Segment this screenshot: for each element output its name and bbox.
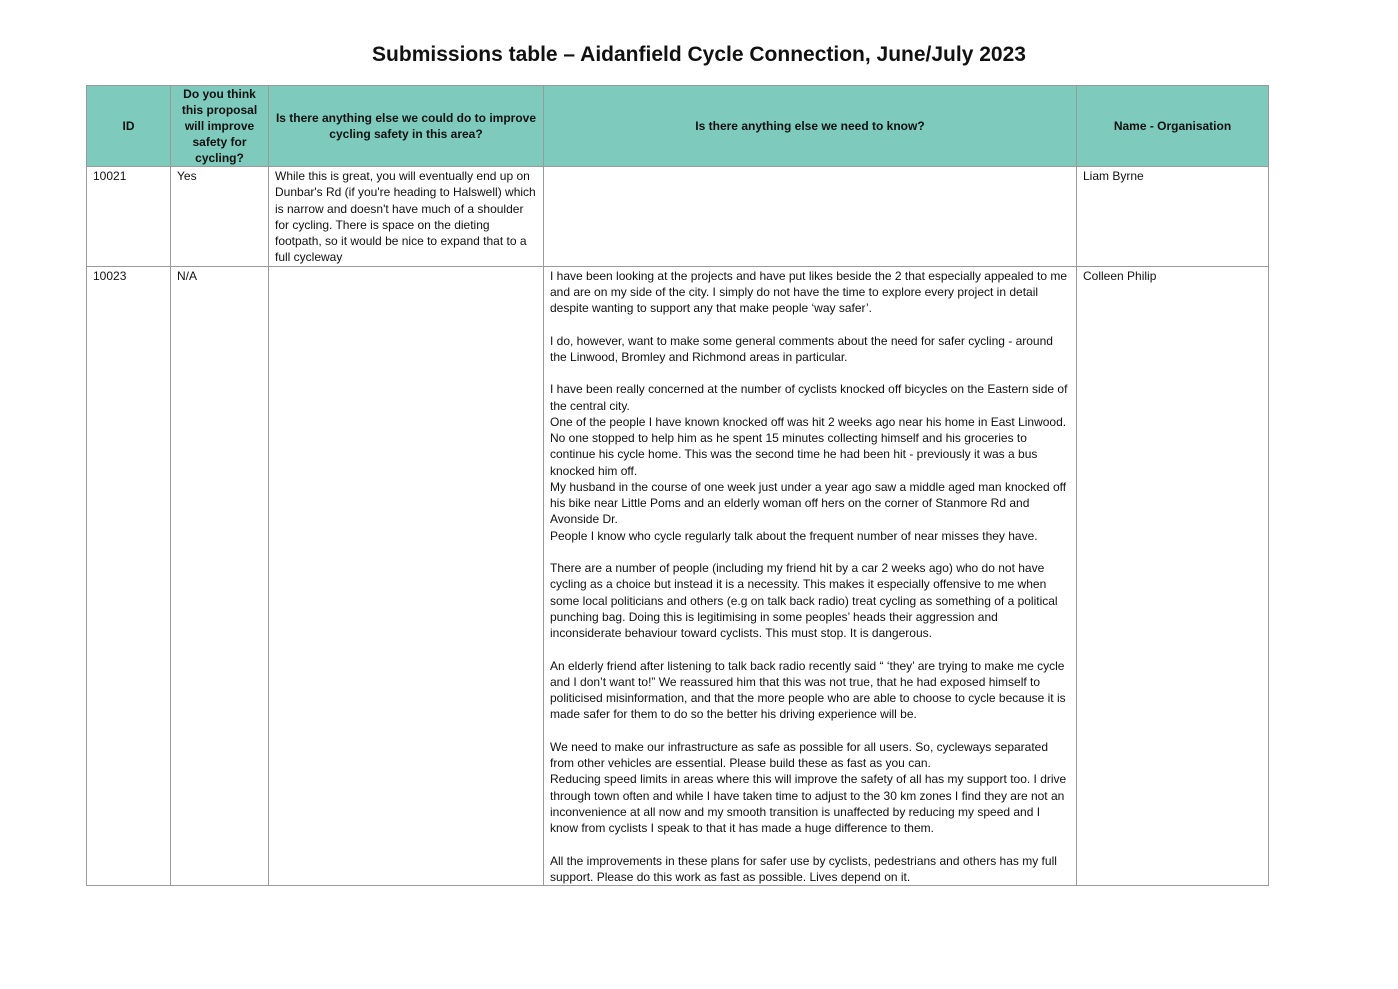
page-title: Submissions table – Aidanfield Cycle Connection, June/July 2023 (372, 43, 1026, 66)
header-id: ID (87, 86, 171, 167)
comment-paragraph: I do, however, want to make some general comments about the need for safer cycling - around the Linwood, Bromley and Richmond areas in particular. (550, 333, 1053, 364)
comment-line: My husband in the course of one week just under a year ago saw a middle aged man knocked off his bike near Little Poms and an elderly woman off hers on the corner of Stanmore Rd and Avonside Dr. (550, 479, 1067, 527)
header-need-to-know: Is there anything else we need to know? (544, 86, 1077, 167)
cell-improve-safety: N/A (171, 266, 269, 886)
cell-name-organisation: Colleen Philip (1077, 266, 1269, 886)
cell-name-organisation: Liam Byrne (1077, 167, 1269, 267)
cell-anything-else (269, 266, 544, 886)
comment-paragraph: There are a number of people (including my friend hit by a car 2 weeks ago) who do not have cycling as a choice but instead it is a necessity. This makes it especially offensive to me when some local politicians and others (e.g on talk back radio) treat cycling as something of a political punching bag. Doing this is legitimising in some peoples’ heads their aggression and inconsiderate behaviour toward cyclists. This must stop. It is dangerous. (550, 561, 1058, 640)
comment-line: One of the people I have known knocked off was hit 2 weeks ago near his home in East Linwood. No one stopped to help him as he spent 15 minutes collecting himself and his groceries to continue his cycle home. This was the second time he had been hit - previously it was a bus knocked him off. (550, 414, 1067, 478)
comment-line: I have been really concerned at the number of cyclists knocked off bicycles on the Eastern side of the central city. (550, 382, 1068, 413)
comment-line: People I know who cycle regularly talk about the frequent number of near misses they have. (550, 528, 1038, 543)
comment-line: Reducing speed limits in areas where this will improve the safety of all has my support too. I drive through town often and while I have taken time to adjust to the 30 km zones I find they are not an inconvenience at all now and my smooth transition is unaffected by reducing my speed and I know from cyclists I speak to that it has made a huge difference to them. (550, 772, 1067, 835)
comment-paragraph-group (550, 739, 1070, 837)
comment-paragraph-group (550, 381, 1070, 544)
comment-paragraph: I have been looking at the projects and have put likes beside the 2 that especially appealed to me and are on my side of the city. I simply do not have the time to explore every project in detail despite wanting to support any that make people ‘way safer’. (550, 268, 1068, 315)
cell-anything-else: While this is great, you will eventually end up on Dunbar's Rd (if you're heading to Halswell) which is narrow and doesn't have much of a shoulder for cycling. There is space on the dieting footpath, so it would be nice to expand that to a full cycleway (269, 167, 544, 267)
header-name-organisation: Name - Organisation (1077, 86, 1269, 167)
cell-need-to-know (544, 266, 1077, 886)
table-header-row (87, 86, 1269, 167)
header-improve-safety: Do you think this proposal will improve safety for cycling? (171, 86, 269, 167)
table-row (87, 167, 1269, 267)
comment-paragraph: An elderly friend after listening to talk back radio recently said “ ‘they’ are trying to make me cycle and I don’t want to!” We reassured him that this was not true, that he had exposed himself to politicised misinformation, and that the more people who are able to choose to cycle because it is made safer for them to do so the better his driving experience will be. (550, 658, 1066, 722)
cell-need-to-know (544, 167, 1077, 267)
header-anything-else: Is there anything else we could do to improve cycling safety in this area? (269, 86, 544, 167)
table-row (87, 266, 1269, 886)
cell-id: 10023 (87, 266, 171, 886)
comment-paragraph: All the improvements in these plans for safer use by cyclists, pedestrians and others has my full support. Please do this work as fast as possible. Lives depend on it. (550, 853, 1057, 884)
cell-id: 10021 (87, 167, 171, 267)
comment-line: We need to make our infrastructure as safe as possible for all users. So, cycleways separated from other vehicles are essential. Please build these as fast as you can. (550, 739, 1049, 770)
submissions-table (86, 85, 1269, 886)
cell-improve-safety: Yes (171, 167, 269, 267)
